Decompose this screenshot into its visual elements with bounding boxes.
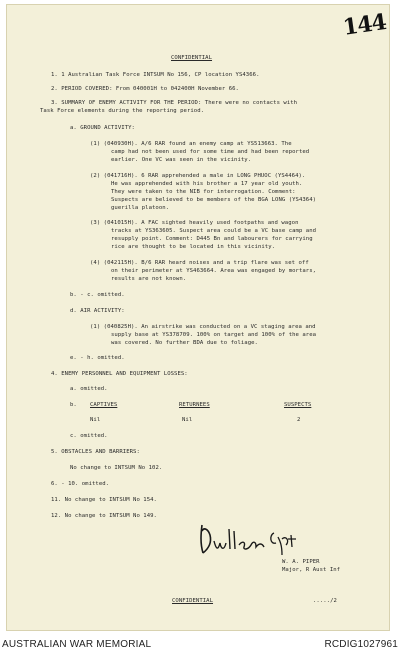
section-11: 11. No change to INTSUM No 154. bbox=[51, 497, 157, 503]
para-1: 1. 1 Australian Task Force INTSUM No 156, CP location YS4366. bbox=[51, 72, 260, 78]
section-12: 12. No change to INTSUM No 149. bbox=[51, 513, 157, 519]
ground-item-2: They were taken to the NIB for interrogation. Comment: bbox=[111, 189, 296, 195]
section-5-body: No change to INTSUM No 102. bbox=[70, 465, 163, 471]
section-5-heading: 5. OBSTACLES AND BARRIERS: bbox=[51, 449, 140, 455]
ground-item-2: guerilla platoon. bbox=[111, 205, 170, 211]
section-4-heading: 4. ENEMY PERSONNEL AND EQUIPMENT LOSSES: bbox=[51, 371, 188, 377]
returnees-header: RETURNEES bbox=[179, 402, 210, 408]
ground-item-2: (2) (041716H). 6 RAR apprehended a male in LONG PHUOC (YS4464). bbox=[90, 173, 306, 179]
catalogue-id: RCDIG1027961 bbox=[324, 639, 398, 650]
para-2: 2. PERIOD COVERED: From 040001H to 042400H November 66. bbox=[51, 86, 239, 92]
section-6-10: 6. - 10. omitted. bbox=[51, 481, 110, 487]
ground-item-1: (1) (040930H). A/6 RAR found an enemy camp at YS513663. The bbox=[90, 141, 292, 147]
ground-item-1: earlier. One VC was seen in the vicinity. bbox=[111, 157, 252, 163]
ground-item-3: tracks at YS363605. Suspect area could be a VC base camp and bbox=[111, 228, 317, 234]
section-4-b: b. bbox=[70, 402, 77, 408]
omitted-b-c: b. - c. omitted. bbox=[70, 292, 125, 298]
suspects-value: 2 bbox=[297, 417, 301, 423]
para-3-line-1: 3. SUMMARY OF ENEMY ACTIVITY FOR THE PERIOD: There were no contacts with bbox=[51, 100, 298, 106]
omitted-e-h: e. - h. omitted. bbox=[70, 355, 125, 361]
handwritten-folio-number: 144 bbox=[341, 9, 388, 41]
air-item-1: supply base at YS378709. 100% on target and 100% of the area bbox=[111, 332, 317, 338]
ground-item-2: Suspects are believed to be members of the BGA LONG (YS4364) bbox=[111, 197, 317, 203]
section-4-a: a. omitted. bbox=[70, 386, 108, 392]
air-activity-heading: d. AIR ACTIVITY: bbox=[70, 308, 125, 314]
continuation-marker: ...../2 bbox=[313, 598, 337, 604]
air-item-1: was covered. No further BDA due to foliage. bbox=[111, 340, 258, 346]
para-3-line-2: Task Force elements during the reporting period. bbox=[40, 108, 205, 114]
classification-footer: CONFIDENTIAL bbox=[172, 598, 214, 604]
ground-item-4: on their perimeter at YS463664. Area was engaged by mortars, bbox=[111, 268, 317, 274]
section-4-c: c. omitted. bbox=[70, 433, 108, 439]
air-item-1: (1) (040825H). An airstrike was conducted on a VC staging area and bbox=[90, 324, 316, 330]
ground-item-4: (4) (042115H). B/6 RAR heard noises and a trip flare was set off bbox=[90, 260, 309, 266]
institution-label: AUSTRALIAN WAR MEMORIAL bbox=[2, 639, 152, 650]
captives-header: CAPTIVES bbox=[90, 402, 118, 408]
ground-item-3: resupply point. Comment: D445 Bn and labourers for carrying bbox=[111, 236, 313, 242]
ground-item-2: He was apprehended with his brother a 17 year old youth. bbox=[111, 181, 303, 187]
suspects-header: SUSPECTS bbox=[284, 402, 312, 408]
ground-item-1: camp had not been used for some time and had been reported bbox=[111, 149, 310, 155]
signature-scrawl bbox=[196, 519, 306, 561]
signatory-name: W. A. PIPER bbox=[282, 559, 320, 565]
ground-activity-heading: a. GROUND ACTIVITY: bbox=[70, 125, 135, 131]
ground-item-4: results are not known. bbox=[111, 276, 187, 282]
classification-header: CONFIDENTIAL bbox=[171, 55, 213, 61]
ground-item-3: rice are thought to be located in this vicinity. bbox=[111, 244, 276, 250]
signatory-rank: Major, R Aust Inf bbox=[282, 567, 341, 573]
returnees-value: Nil bbox=[182, 417, 193, 423]
captives-value: Nil bbox=[90, 417, 101, 423]
ground-item-3: (3) (041015H). A FAC sighted heavily used footpaths and wagon bbox=[90, 220, 299, 226]
